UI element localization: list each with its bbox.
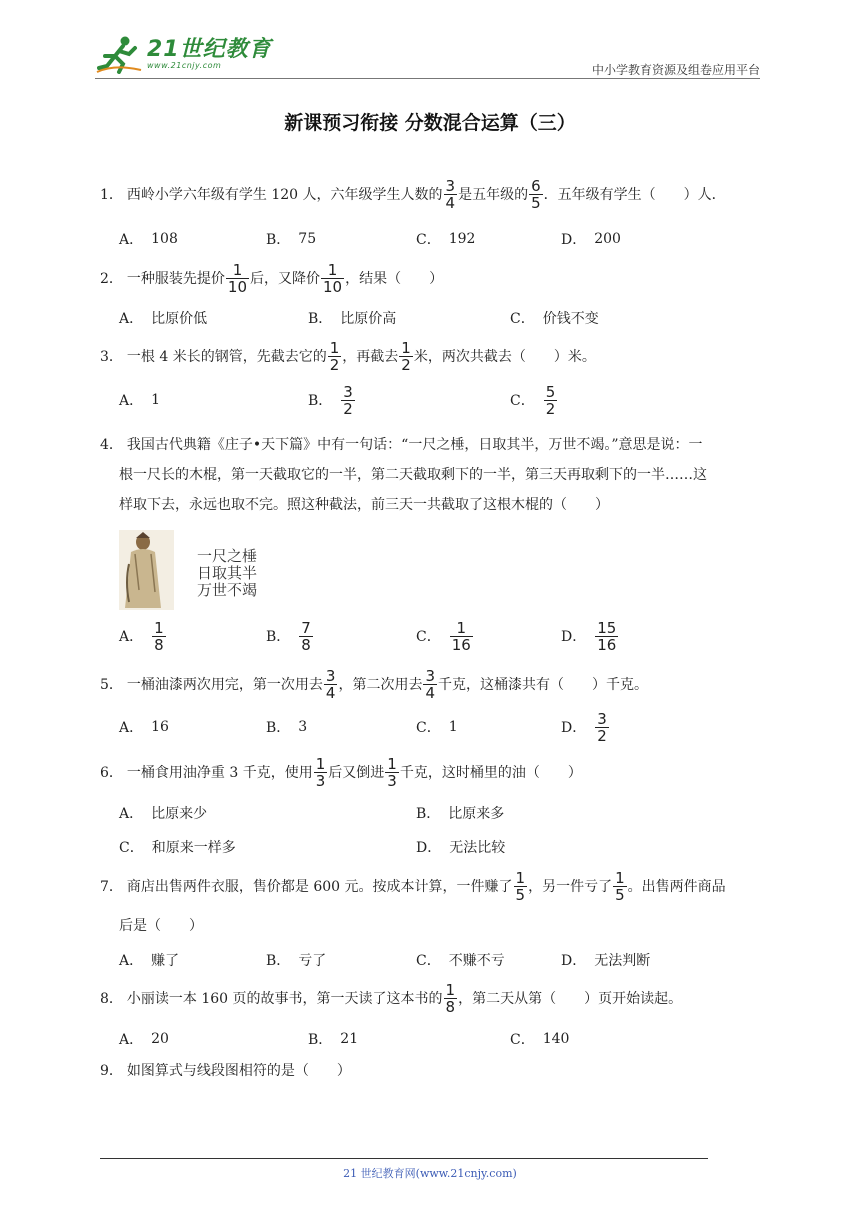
- options-q5: [119, 709, 759, 745]
- fraction: $\frac{6}{5}$: [531, 177, 541, 212]
- option-c[interactable]: C． 不赚不亏: [416, 953, 505, 969]
- fraction: $\frac{15}{16}$: [597, 618, 617, 654]
- options-q4: [119, 618, 759, 654]
- fraction: $\frac{1}{8}$: [445, 981, 456, 1016]
- fraction: $\frac{1}{2}$: [329, 339, 340, 374]
- question-8: [100, 982, 770, 1015]
- option-b[interactable]: B． 比原来多: [416, 806, 505, 822]
- fraction: $\frac{1}{10}$: [227, 261, 248, 296]
- question-7: [100, 870, 770, 903]
- option-d[interactable]: D． 200: [561, 231, 621, 248]
- question-text: 小丽读一本 160 页的故事书，第一天读了这本书的: [126, 990, 443, 1007]
- option-b[interactable]: B． 亏了: [266, 953, 327, 969]
- fraction: $\frac{1}{3}$: [315, 755, 326, 790]
- option-b[interactable]: B． 75: [266, 231, 317, 248]
- question-text: 米，两次共截去（ ）米。: [413, 348, 596, 365]
- fraction: $\frac{7}{8}$: [301, 618, 311, 654]
- question-1: [100, 178, 770, 211]
- sage-figure-image: [119, 530, 174, 610]
- question-number: 6．: [100, 764, 123, 781]
- question-text: 一根 4 米长的钢管，先截去它的: [126, 348, 327, 365]
- header-divider: [95, 78, 760, 79]
- question-number: 8．: [100, 990, 123, 1007]
- option-d[interactable]: D． $\frac{15}{16}$: [561, 618, 617, 654]
- option-c[interactable]: C． $\frac{5}{2}$: [510, 382, 556, 418]
- option-c[interactable]: C． 价钱不变: [510, 311, 599, 327]
- question-9: [100, 1060, 770, 1082]
- fraction: $\frac{1}{3}$: [387, 755, 397, 790]
- option-c[interactable]: C． 192: [416, 231, 476, 248]
- question-text: 。出售两件商品: [627, 878, 726, 895]
- footer-link[interactable]: 21 世纪教育网(www.21cnjy.com): [343, 1167, 517, 1180]
- question-text: 千克，这时桶里的油（ ）: [399, 764, 582, 781]
- page-header: [95, 34, 760, 80]
- option-d[interactable]: D． 无法判断: [561, 953, 651, 969]
- options-q3: [119, 382, 759, 418]
- question-4: [100, 430, 770, 520]
- question-7-continuation: [119, 915, 789, 937]
- question-number: 3．: [100, 348, 123, 365]
- question-6: [100, 756, 770, 789]
- question-text: 一桶食用油净重 3 千克，使用: [126, 764, 313, 781]
- platform-caption: 中小学教育资源及组卷应用平台: [591, 63, 760, 77]
- fraction: $\frac{3}{2}$: [343, 382, 353, 418]
- question-number: 7．: [100, 878, 123, 895]
- option-a[interactable]: A． 108: [119, 231, 178, 248]
- options-q1: [119, 224, 759, 254]
- option-b[interactable]: B． $\frac{3}{2}$: [308, 382, 353, 418]
- question-text: 后是（ ）: [119, 918, 203, 934]
- option-d[interactable]: D． $\frac{3}{2}$: [561, 709, 607, 745]
- options-q6-row2: [119, 832, 759, 862]
- zhuangzi-illustration: [119, 530, 279, 610]
- question-text: ，另一件亏了: [528, 878, 613, 895]
- question-text: 样取下去，永远也取不完。照这种截法，前三天一共截取了这根木棍的（ ）: [119, 497, 609, 513]
- fraction: $\frac{5}{2}$: [545, 382, 556, 418]
- question-text: ，再截去: [342, 348, 399, 365]
- running-figure-logo-icon: [95, 34, 145, 74]
- fraction: $\frac{1}{2}$: [401, 339, 411, 374]
- option-a[interactable]: A． 比原来少: [119, 806, 208, 822]
- question-text: ，结果（ ）: [345, 270, 444, 287]
- fraction: $\frac{3}{4}$: [445, 177, 456, 212]
- footer-divider: [100, 1158, 708, 1159]
- option-a[interactable]: A． $\frac{1}{8}$: [119, 618, 164, 654]
- options-q8: [119, 1024, 759, 1054]
- question-3: [100, 340, 770, 373]
- question-text: 如图算式与线段图相符的是（ ）: [126, 1063, 351, 1079]
- question-text: 一桶油漆两次用完，第一次用去: [126, 676, 323, 693]
- brand-url: www.21cnjy.com: [147, 60, 222, 70]
- fraction: $\frac{3}{2}$: [597, 709, 607, 745]
- question-text: 根一尺长的木棍，第一天截取它的一半，第二天截取剩下的一半，第三天再取剩下的一半……这: [119, 467, 707, 483]
- options-q2: [119, 303, 759, 333]
- option-a[interactable]: A． 16: [119, 719, 169, 736]
- question-number: 1．: [100, 186, 123, 203]
- option-d[interactable]: D． 无法比较: [416, 840, 506, 856]
- question-text: ，第二天从第（ ）页开始读起。: [458, 990, 683, 1007]
- question-number: 2．: [100, 270, 123, 287]
- question-text: 千克，这桶漆共有（ ）千克。: [438, 676, 649, 693]
- question-text: 西岭小学六年级有学生 120 人，六年级学生人数的: [126, 186, 443, 203]
- page-title: 新课预习衔接 分数混合运算（三）: [284, 112, 576, 134]
- fraction: $\frac{1}{10}$: [323, 261, 343, 296]
- question-text: ．五年级有学生（ ）人．: [543, 186, 726, 203]
- option-a[interactable]: A． 比原价低: [119, 311, 208, 327]
- fraction: $\frac{1}{8}$: [154, 618, 164, 654]
- option-c[interactable]: C． $\frac{1}{16}$: [416, 618, 471, 654]
- question-text: ，第二次用去: [338, 676, 423, 693]
- option-c[interactable]: C． 140: [510, 1031, 570, 1048]
- question-number: 4．: [100, 437, 123, 453]
- option-c[interactable]: C． 1: [416, 719, 458, 736]
- fraction: $\frac{3}{4}$: [325, 667, 336, 702]
- options-q7: [119, 945, 759, 975]
- option-a[interactable]: A． 20: [119, 1031, 169, 1048]
- question-text: 商店出售两件衣服，售价都是 600 元。按成本计算，一件赚了: [126, 878, 513, 895]
- question-text: 我国古代典籍《庄子•天下篇》中有一句话：“一尺之棰，日取其半，万世不竭。”意思是说：一: [126, 437, 703, 453]
- option-a[interactable]: A． 1: [119, 392, 161, 409]
- brand-name: 21世纪教育: [147, 36, 272, 62]
- question-text: 是五年级的: [458, 186, 529, 203]
- fraction: $\frac{1}{16}$: [451, 618, 471, 654]
- question-text: 一种服装先提价: [126, 270, 225, 287]
- question-number: 5．: [100, 676, 123, 693]
- option-b[interactable]: B． 21: [308, 1031, 359, 1048]
- question-5: [100, 668, 770, 701]
- option-b[interactable]: B． 比原价高: [308, 311, 397, 327]
- question-text: 后，又降价: [250, 270, 321, 287]
- question-2: [100, 262, 770, 295]
- option-b[interactable]: B． $\frac{7}{8}$: [266, 618, 311, 654]
- question-text: 后又倒进: [328, 764, 385, 781]
- options-q6-row1: [119, 798, 759, 828]
- fraction: $\frac{1}{5}$: [515, 869, 526, 904]
- fraction: $\frac{1}{5}$: [615, 869, 625, 904]
- option-a[interactable]: A． 赚了: [119, 953, 180, 969]
- illustration-caption: 一尺之棰 日取其半 万世不竭: [197, 547, 258, 599]
- option-c[interactable]: C． 和原来一样多: [119, 840, 236, 856]
- fraction: $\frac{3}{4}$: [425, 667, 436, 702]
- option-b[interactable]: B． 3: [266, 719, 308, 736]
- brand-logo: [95, 34, 272, 74]
- question-number: 9．: [100, 1063, 123, 1079]
